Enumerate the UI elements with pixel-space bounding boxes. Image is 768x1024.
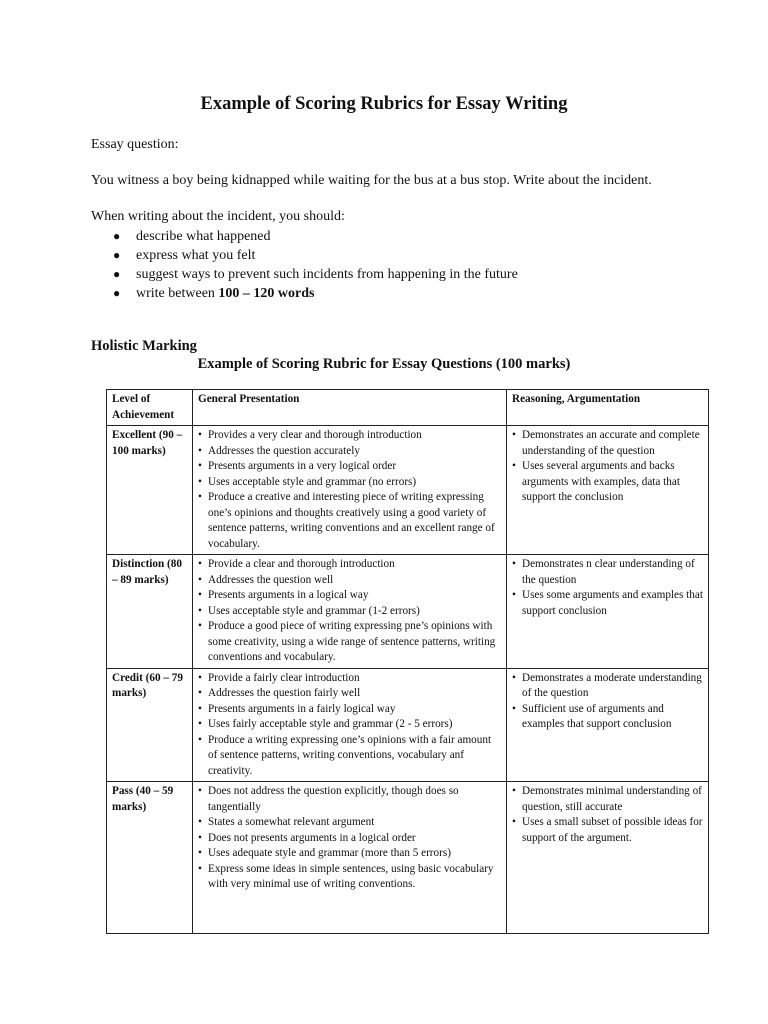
bullet-icon: ● <box>113 286 121 300</box>
criteria-item: • Produce a writing expressing one’s opinions with a fair amount of sentence patterns, writing conventions, vocabulary anf creativity. <box>198 733 501 780</box>
criteria-item: • Does not presents arguments in a logical order <box>198 831 501 847</box>
criteria-item: • Demonstrates n clear understanding of the question <box>512 557 703 588</box>
column-header-reasoning: Reasoning, Argumentation <box>507 390 709 426</box>
instruction-item: ● describe what happened <box>113 229 271 244</box>
table-title: Example of Scoring Rubric for Essay Questions (100 marks) <box>197 356 571 372</box>
criteria-item: • Uses acceptable style and grammar (no errors) <box>198 475 501 491</box>
word-count-emphasis: 100 – 120 words <box>218 286 315 301</box>
criteria-item: • Demonstrates an accurate and complete understanding of the question <box>512 428 703 459</box>
criteria-item: • Uses fairly acceptable style and grammar (2 - 5 errors) <box>198 717 501 733</box>
instruction-item: ● express what you felt <box>113 248 256 263</box>
presentation-cell <box>193 555 507 669</box>
table-row <box>107 555 709 669</box>
criteria-item: • Presents arguments in a fairly logical way <box>198 702 501 718</box>
criteria-item: • Express some ideas in simple sentences, using basic vocabulary with very minimal use of writing conventions. <box>198 862 501 893</box>
presentation-cell <box>193 668 507 782</box>
reasoning-cell <box>507 668 709 782</box>
column-header-presentation: General Presentation <box>193 390 507 426</box>
column-header-level: Level of Achievement <box>107 390 193 426</box>
table-row <box>107 426 709 555</box>
table-header-row <box>107 390 709 426</box>
criteria-item: • Uses acceptable style and grammar (1-2 errors) <box>198 604 501 620</box>
criteria-item: • Produce a creative and interesting piece of writing expressing one’s opinions and thoughts creatively using a good variety of sentence patterns, writing conventions and an excellent range of vocabulary. <box>198 490 501 552</box>
level-cell: Distinction (80 – 89 marks) <box>107 555 193 669</box>
criteria-item: • Demonstrates minimal understanding of question, still accurate <box>512 784 703 815</box>
criteria-item: • Provides a very clear and thorough introduction <box>198 428 501 444</box>
instructions-list <box>91 227 518 303</box>
level-cell: Pass (40 – 59 marks) <box>107 782 193 934</box>
reasoning-cell <box>507 782 709 934</box>
essay-question-label: Essay question: <box>91 137 179 152</box>
instruction-item: ● write between 100 – 120 words <box>113 286 315 301</box>
essay-prompt: You witness a boy being kidnapped while waiting for the bus at a bus stop. Write about the incident. <box>91 173 652 188</box>
criteria-item: • Addresses the question accurately <box>198 444 501 460</box>
criteria-item: • Does not address the question explicitly, though does so tangentially <box>198 784 501 815</box>
criteria-item: • Presents arguments in a logical way <box>198 588 501 604</box>
criteria-item: • Uses adequate style and grammar (more than 5 errors) <box>198 846 501 862</box>
document-title: Example of Scoring Rubrics for Essay Writing <box>200 94 568 114</box>
level-cell: Credit (60 – 79 marks) <box>107 668 193 782</box>
table-row <box>107 668 709 782</box>
criteria-item: • Uses several arguments and backs arguments with examples, data that support the conclusion <box>512 459 703 506</box>
reasoning-cell <box>507 555 709 669</box>
table-row <box>107 782 709 934</box>
instructions-intro: When writing about the incident, you should: <box>91 209 345 224</box>
bullet-icon: ● <box>113 248 121 262</box>
bullet-icon: ● <box>113 267 121 281</box>
criteria-item: • States a somewhat relevant argument <box>198 815 501 831</box>
criteria-item: • Addresses the question well <box>198 573 501 589</box>
criteria-item: • Produce a good piece of writing expressing pne’s opinions with some creativity, using a wide range of sentence patterns, writing conventions and vocabulary. <box>198 619 501 666</box>
section-heading: Holistic Marking <box>91 338 197 354</box>
criteria-item: • Demonstrates a moderate understanding of the question <box>512 671 703 702</box>
level-cell: Excellent (90 – 100 marks) <box>107 426 193 555</box>
instruction-item: ● suggest ways to prevent such incidents from happening in the future <box>113 267 518 282</box>
presentation-cell <box>193 782 507 934</box>
bullet-icon: ● <box>113 229 121 243</box>
reasoning-cell <box>507 426 709 555</box>
criteria-item: • Uses a small subset of possible ideas for support of the argument. <box>512 815 703 846</box>
criteria-item: • Provide a fairly clear introduction <box>198 671 501 687</box>
criteria-item: • Uses some arguments and examples that support conclusion <box>512 588 703 619</box>
presentation-cell <box>193 426 507 555</box>
criteria-item: • Sufficient use of arguments and examples that support conclusion <box>512 702 703 733</box>
criteria-item: • Presents arguments in a very logical order <box>198 459 501 475</box>
criteria-item: • Provide a clear and thorough introduction <box>198 557 501 573</box>
rubric-table <box>106 389 709 934</box>
criteria-item: • Addresses the question fairly well <box>198 686 501 702</box>
